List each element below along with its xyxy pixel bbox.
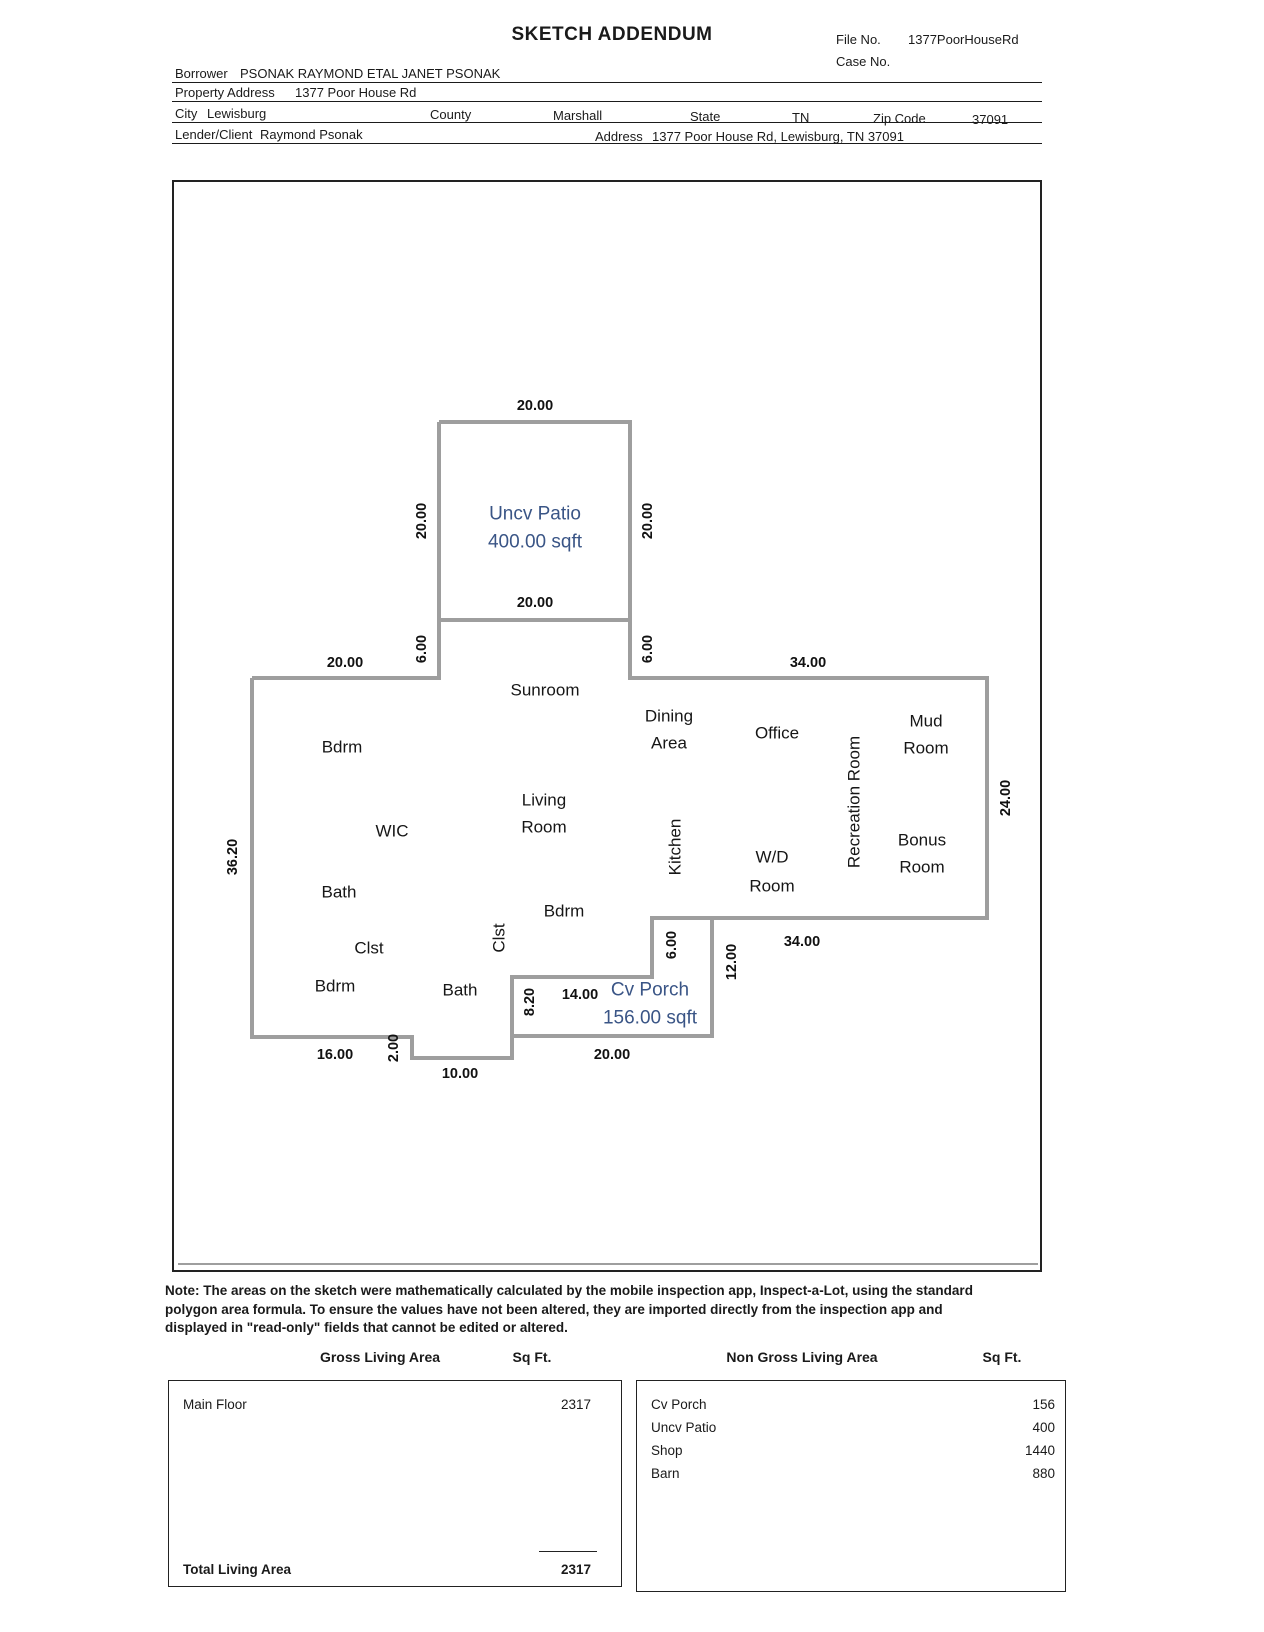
lender-value: Raymond Psonak [260,127,363,142]
dimension-label: 16.00 [316,1047,354,1063]
form-rule [172,143,1042,144]
dimension-label: 14.00 [561,987,599,1003]
non-gross-rows [637,1393,1065,1485]
row-label: Cv Porch [651,1397,707,1412]
room-label: Room [899,857,945,877]
address-label: Address [595,129,643,144]
table-row [169,1393,621,1416]
area-label: Cv Porch [610,979,690,1001]
room-label: Recreation Room [844,735,864,869]
dimension-label: 6.00 [414,634,430,664]
dimension-label: 36.20 [225,838,241,876]
dimension-label: 20.00 [516,595,554,611]
total-overline [539,1551,597,1553]
table-row [637,1439,1065,1462]
floor-plan-sketch [174,182,1040,1270]
property-address-label: Property Address [175,85,275,100]
property-address-value: 1377 Poor House Rd [295,85,417,100]
row-label: Shop [651,1443,683,1458]
sketch-area [172,180,1042,1272]
room-label: Bdrm [314,976,356,996]
note-line: displayed in "read-only" fields that cannot be edited or altered. [165,1320,568,1335]
row-label: Main Floor [183,1397,247,1412]
dimension-label: 20.00 [326,655,364,671]
room-label: Bath [321,882,357,902]
room-label: WIC [375,821,409,841]
dimension-label: 34.00 [783,934,821,950]
dimension-label: 10.00 [441,1066,479,1082]
non-gross-living-area-header: Non Gross Living Area [726,1349,878,1365]
room-label: W/D [755,847,789,867]
address-value: 1377 Poor House Rd, Lewisburg, TN 37091 [652,129,904,144]
room-label: Dining [644,706,694,726]
dimension-label: 34.00 [789,655,827,671]
room-label: Room [521,817,567,837]
gross-living-area-header: Gross Living Area [319,1349,441,1365]
dimension-label: 24.00 [998,779,1014,817]
non-gross-sqft-header: Sq Ft. [982,1349,1022,1365]
dimension-label: 6.00 [640,634,656,664]
case-no-label: Case No. [836,54,891,69]
row-value: 156 [1032,1397,1055,1412]
room-label: Mud [909,711,943,731]
room-label: Office [754,723,800,743]
dimension-label: 20.00 [516,398,554,414]
page-title: SKETCH ADDENDUM [511,24,713,45]
dimension-label: 20.00 [640,502,656,540]
table-row [637,1462,1065,1485]
row-value: 1440 [1024,1443,1055,1458]
city-label: City [175,106,198,121]
file-no-value: 1377PoorHouseRd [908,32,1019,47]
dimension-label: 20.00 [414,502,430,540]
row-label: Uncv Patio [651,1420,717,1435]
room-label: Clst [489,923,509,953]
room-label: Living [521,790,567,810]
area-label: 400.00 sqft [487,531,583,553]
room-label: Kitchen [665,818,685,876]
borrower-value: PSONAK RAYMOND ETAL JANET PSONAK [240,66,501,81]
dimension-label: 20.00 [593,1047,631,1063]
zip-value: 37091 [972,112,1009,127]
gross-living-area-table [168,1380,622,1587]
gross-sqft-header: Sq Ft. [512,1349,552,1365]
borrower-label: Borrower [175,66,228,81]
total-living-area-row [183,1562,591,1577]
row-label: Barn [651,1466,680,1481]
row-value: 400 [1032,1420,1055,1435]
room-label: Clst [354,938,384,958]
room-label: Bath [442,980,478,1000]
table-row [637,1416,1065,1439]
total-living-area-value: 2317 [560,1562,591,1577]
area-label: 156.00 sqft [602,1007,698,1029]
room-label: Room [749,876,795,896]
gross-rows [169,1393,621,1416]
dimension-label: 2.00 [386,1033,402,1063]
row-value: 2317 [560,1397,591,1412]
room-label: Bdrm [321,737,363,757]
table-row [637,1393,1065,1416]
state-label: State [690,109,721,124]
zip-label: Zip Code [873,111,926,126]
county-value: Marshall [553,108,603,123]
note-line: polygon area formula. To ensure the values have not been altered, they are imported directly from the inspection app and [165,1301,943,1317]
dimension-label: 6.00 [664,930,680,960]
total-living-area-label: Total Living Area [183,1562,292,1577]
room-label: Area [651,733,687,753]
room-label: Bonus [897,830,947,850]
form-rule [172,122,1042,123]
dimension-label: 8.20 [522,987,538,1017]
area-label: Uncv Patio [489,503,581,525]
form-rule [172,82,1042,83]
county-label: County [430,107,472,122]
state-value: TN [792,110,810,125]
room-label: Bdrm [543,901,585,921]
city-value: Lewisburg [207,106,267,121]
room-label: Room [903,738,949,758]
row-value: 880 [1032,1466,1055,1481]
room-label: Sunroom [510,680,580,700]
note-text [165,1282,1049,1338]
lender-label: Lender/Client [175,127,253,142]
note-line: Note: The areas on the sketch were mathematically calculated by the mobile inspection app, Inspect-a-Lot, using the standard [165,1283,973,1298]
non-gross-living-area-table [636,1380,1066,1592]
dimension-label: 12.00 [724,943,740,981]
form-rule [172,101,1042,102]
file-no-label: File No. [836,32,881,47]
